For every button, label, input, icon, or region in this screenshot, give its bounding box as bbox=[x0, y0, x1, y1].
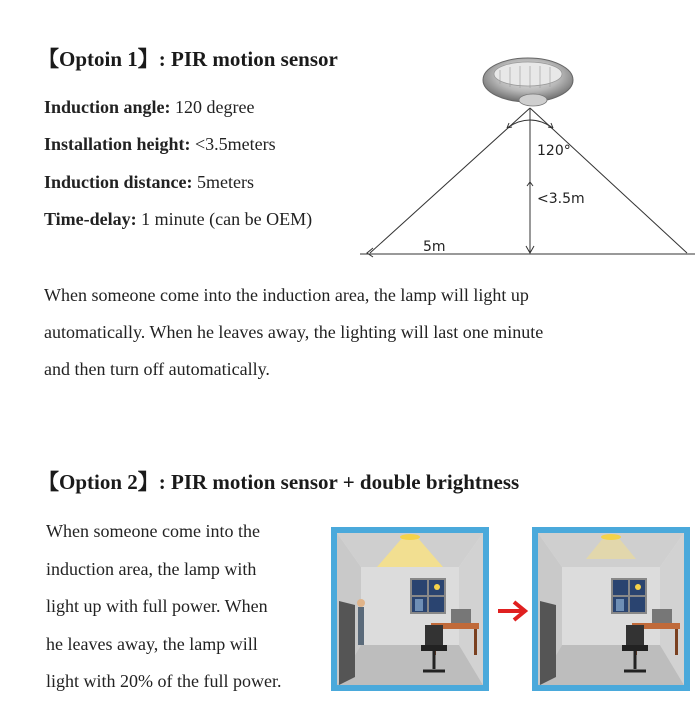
spec-induction-distance bbox=[44, 172, 254, 193]
description-line: induction area, the lamp with bbox=[46, 558, 257, 579]
office-chair bbox=[626, 625, 644, 645]
coverage-cone bbox=[360, 108, 695, 257]
person-icon bbox=[358, 607, 364, 645]
description-line: light with 20% of the full power. bbox=[46, 671, 282, 691]
angle-label: 120° bbox=[537, 143, 571, 159]
office-chair bbox=[425, 625, 443, 645]
option2-description bbox=[46, 513, 336, 701]
lamp-icon bbox=[601, 534, 621, 540]
description-line: light up with full power. When bbox=[46, 596, 268, 616]
spec-label: Induction distance: bbox=[44, 172, 193, 192]
monitor bbox=[451, 609, 471, 623]
ceiling-lamp-icon bbox=[483, 58, 573, 106]
spec-value: 120 degree bbox=[170, 97, 255, 117]
spec-value: 5meters bbox=[192, 172, 255, 192]
spec-induction-angle bbox=[44, 97, 255, 118]
description-line: he leaves away, the lamp will bbox=[46, 633, 258, 654]
option1-heading: 【Optoin 1】: PIR motion sensor bbox=[38, 47, 338, 71]
spec-value: 1 minute (can be OEM) bbox=[136, 209, 313, 229]
monitor bbox=[652, 609, 672, 623]
spec-installation-height bbox=[44, 134, 276, 155]
description-line: When someone come into the bbox=[46, 521, 260, 541]
height-label: <3.5m bbox=[537, 191, 585, 207]
lamp-icon bbox=[400, 534, 420, 540]
option1-description bbox=[44, 277, 684, 388]
pir-coverage-diagram bbox=[355, 40, 700, 270]
spec-label: Installation height: bbox=[44, 134, 191, 154]
spec-label: Time-delay: bbox=[44, 209, 137, 229]
description-line: and then turn off automatically. bbox=[44, 359, 270, 379]
spec-time-delay bbox=[44, 209, 312, 230]
door bbox=[540, 601, 556, 685]
description-line: When someone come into the induction area, the lamp will light up bbox=[44, 285, 529, 305]
transition-arrow-icon bbox=[496, 597, 530, 625]
distance-label: 5m bbox=[423, 239, 446, 255]
description-line: automatically. When he leaves away, the lighting will last one minute bbox=[44, 322, 544, 342]
option2-heading: 【Option 2】: PIR motion sensor + double brightness bbox=[38, 470, 520, 494]
door bbox=[339, 601, 355, 685]
room-dim-power-illustration bbox=[532, 527, 690, 691]
spec-value: <3.5meters bbox=[190, 134, 276, 154]
room-full-power-illustration bbox=[331, 527, 489, 691]
spec-label: Induction angle: bbox=[44, 97, 171, 117]
